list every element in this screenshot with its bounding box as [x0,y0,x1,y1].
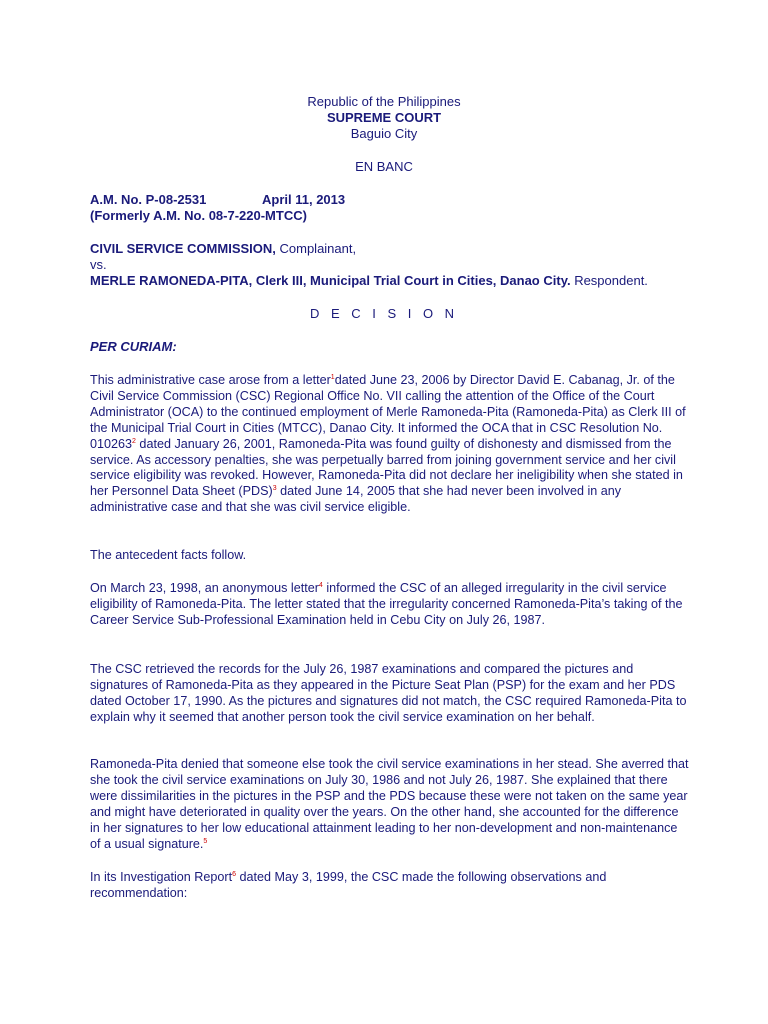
per-curiam: PER CURIAM: [90,339,177,354]
respondent-name: MERLE RAMONEDA-PITA, Clerk III, Municipal Trial Court in Cities, Danao City. [90,273,571,288]
footnote-3-link[interactable]: 3 [272,485,277,493]
case-date: April 11, 2013 [262,192,346,207]
division-label: EN BANC [355,159,413,174]
paragraph-5: Ramoneda-Pita denied that someone else took the civil service examinations in her stead. She averred that she took the civil service examinations on July 30, 1986 and not July 26, 1987. She explained that there were dissimilarities in the pictures in the PSP and the PDS because these were not taken on the same year and might have deteriorated in quality over the years. On the other hand, she accounted for the difference in her signatures to her low educational attainment leading to her non-development and non-maintenance of a usual signature.$^5$ [90,757,689,851]
paragraph-6: In its Investigation Report$^6$ dated May 3, 1999, the CSC made the following observations and recommendation: [90,870,607,900]
versus: vs. [90,257,107,272]
complainant-name: CIVIL SERVICE COMMISSION, [90,241,276,256]
decision-heading: D E C I S I O N [309,306,459,321]
paragraph-1: This administrative case arose from a letter$^1$dated June 23, 2006 by Director David E. Cabanag, Jr. of the Civil Service Commission (CSC) Regional Office No. VII calling the attention of the Office of the Court Administrator (OCA) to the continued employment of Merle Ramoneda-Pita (Ramoneda-Pita) as Clerk III of the Municipal Trial Court in Cities (MTCC), Danao City. It informed the OCA that in CSC Resolution No. 010263$^2$ dated January 26, 2001, Ramoneda-Pita was found guilty of dishonesty and dismissed from the service. As accessory penalties, she was perpetually barred from joining government service and her civil service eligibility was revoked. However, Ramoneda-Pita did not declare her ineligibility when she stated in her Personnel Data Sheet (PDS)$^3$ dated June 14, 2005 that she had never been involved in any administrative case and that she was civil service eligible. [90,373,686,515]
court-city: Baguio City [350,126,418,141]
footnote-5-link[interactable]: 5 [203,837,208,845]
footnote-4-link[interactable]: 4 [318,581,323,589]
paragraph-2: The antecedent facts follow. [90,548,247,562]
republic-line: Republic of the Philippines [307,94,461,109]
complainant-role: Complainant, [275,241,357,256]
case-formerly: (Formerly A.M. No. 08-7-220-MTCC) [90,208,307,223]
paragraph-4: The CSC retrieved the records for the July 26, 1987 examinations and compared the pictures and signatures of Ramoneda-Pita as they appeared in the Picture Seat Plan (PSP) for the exam and her PDS dated October 17, 1990. As the pictures and signatures did not match, the CSC required Ramoneda-Pita to explain why it seemed that another person took the civil service examination on her behalf. [90,662,687,724]
complainant-line [90,241,356,256]
footnote-6-link[interactable]: 6 [232,870,237,878]
respondent-line [90,273,648,288]
footnote-1-link[interactable]: 1 [330,373,335,381]
court-name: SUPREME COURT [326,110,442,125]
paragraph-3: On March 23, 1998, an anonymous letter$^4$ informed the CSC of an alleged irregularity in the civil service eligibility of Ramoneda-Pita. The letter stated that the irregularity concerned Ramoneda-Pita’s taking of the Career Service Sub-Professional Examination held in Cebu City on July 26, 1987. [90,581,683,627]
footnote-2-link[interactable]: 2 [132,437,136,445]
respondent-role: Respondent. [570,273,648,288]
case-number: A.M. No. P-08-2531 [90,192,207,207]
